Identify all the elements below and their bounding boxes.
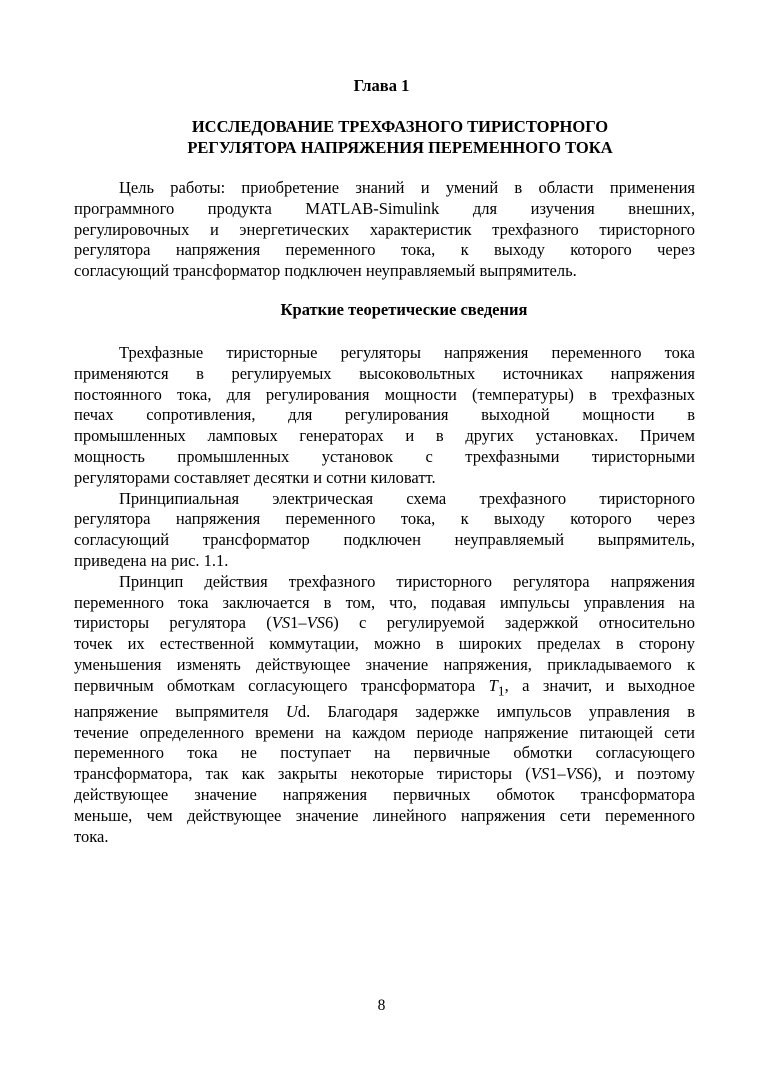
text-line: Принципиальная электрическая схема трехфазного тиристорного bbox=[119, 488, 695, 508]
text-run: ) с регулируемой задержкой относительно bbox=[333, 613, 696, 633]
text-line: действующее значение напряжения первичных обмоток трансформатора bbox=[74, 785, 695, 805]
text-run: 1– bbox=[549, 764, 566, 784]
text-run: 1– bbox=[290, 613, 307, 633]
text-line: Цель работы: приобретение знаний и умений в области применения bbox=[119, 178, 695, 197]
text-line bbox=[74, 764, 695, 785]
text-line bbox=[74, 613, 695, 634]
text-line bbox=[74, 702, 695, 723]
text-line: промышленных ламповых генераторах и в других установках. Причем bbox=[74, 426, 695, 446]
chapter-title bbox=[90, 116, 710, 158]
text-run: тиристоры регулятора ( bbox=[74, 613, 272, 633]
text-line: Трехфазные тиристорные регуляторы напряжения переменного тока bbox=[119, 343, 695, 362]
theory-paragraph-1 bbox=[74, 343, 695, 847]
text-line: меньше, чем действующее значение линейного напряжения сети переменного bbox=[74, 805, 695, 825]
chapter-title-line: РЕГУЛЯТОРА НАПРЯЖЕНИЯ ПЕРЕМЕННОГО ТОКА bbox=[187, 138, 613, 157]
text-line: постоянного тока, для регулирования мощности (температуры) в трехфазных bbox=[74, 384, 695, 404]
text-line: согласующий трансформатор подключен неуправляемый выпрямитель. bbox=[74, 261, 577, 281]
text-line: приведена на рис. 1.1. bbox=[74, 550, 229, 570]
text-line: согласующий трансформатор подключен неуправляемый выпрямитель, bbox=[74, 530, 695, 550]
text-run: 6 bbox=[583, 764, 593, 784]
text-line: течение определенного времени на каждом периоде напряжение питающей сети bbox=[74, 722, 695, 742]
intro-paragraph bbox=[74, 178, 695, 282]
chapter-label: Глава 1 bbox=[353, 76, 410, 95]
thyristor-symbol: VS bbox=[530, 764, 550, 784]
text-run: . Благодаря задержке импульсов управления в bbox=[306, 701, 695, 721]
voltage-symbol: U bbox=[285, 701, 298, 721]
text-line: регулятора напряжения переменного тока, к выходу которого через bbox=[74, 240, 695, 260]
text-line: регулировочных и энергетических характеристик трехфазного тиристорного bbox=[74, 219, 695, 239]
text-run: трансформатора, так как закрыты некоторые тиристоры ( bbox=[74, 764, 531, 784]
thyristor-symbol: VS bbox=[306, 613, 325, 633]
text-line bbox=[74, 676, 695, 702]
text-run: 6 bbox=[324, 613, 334, 633]
chapter-title-line: ИССЛЕДОВАНИЕ ТРЕХФАЗНОГО ТИРИСТОРНОГО bbox=[191, 117, 609, 136]
text-line: тока. bbox=[74, 826, 109, 846]
page-number: 8 bbox=[377, 997, 386, 1014]
text-line: регуляторами составляет десятки и сотни киловатт. bbox=[74, 467, 436, 487]
thyristor-symbol: VS bbox=[271, 613, 291, 633]
text-run: ), и поэтому bbox=[592, 764, 695, 784]
subscript: 1 bbox=[497, 683, 505, 699]
text-line: точек их естественной коммутации, можно в широких пределах в сторону bbox=[74, 634, 695, 654]
text-line: уменьшения изменять действующее значение напряжения, прикладываемого к bbox=[74, 654, 695, 674]
text-run: первичным обмоткам согласующего трансформатора bbox=[74, 675, 489, 695]
text-line: программного продукта MATLAB-Simulink для изучения внешних, bbox=[74, 198, 695, 218]
transformer-symbol: T bbox=[488, 675, 498, 695]
text-run: напряжение выпрямителя bbox=[74, 701, 286, 721]
subscript: d bbox=[297, 701, 307, 721]
text-line: регулятора напряжения переменного тока, к выходу которого через bbox=[74, 509, 695, 529]
text-line: переменного тока не поступает на первичные обмотки согласующего bbox=[74, 743, 695, 763]
text-line: печах сопротивления, для регулирования выходной мощности в bbox=[74, 405, 695, 425]
text-line: мощность промышленных установок с трехфазными тиристорными bbox=[74, 446, 695, 466]
text-line: переменного тока заключается в том, что, подавая импульсы управления на bbox=[74, 592, 695, 612]
section-heading: Краткие теоретические сведения bbox=[280, 300, 528, 319]
text-line: Принцип действия трехфазного тиристорного регулятора напряжения bbox=[119, 571, 695, 591]
text-run: , а значит, и выходное bbox=[504, 675, 695, 695]
text-line: применяются в регулируемых высоковольтных источниках напряжения bbox=[74, 363, 695, 383]
thyristor-symbol: VS bbox=[565, 764, 584, 784]
